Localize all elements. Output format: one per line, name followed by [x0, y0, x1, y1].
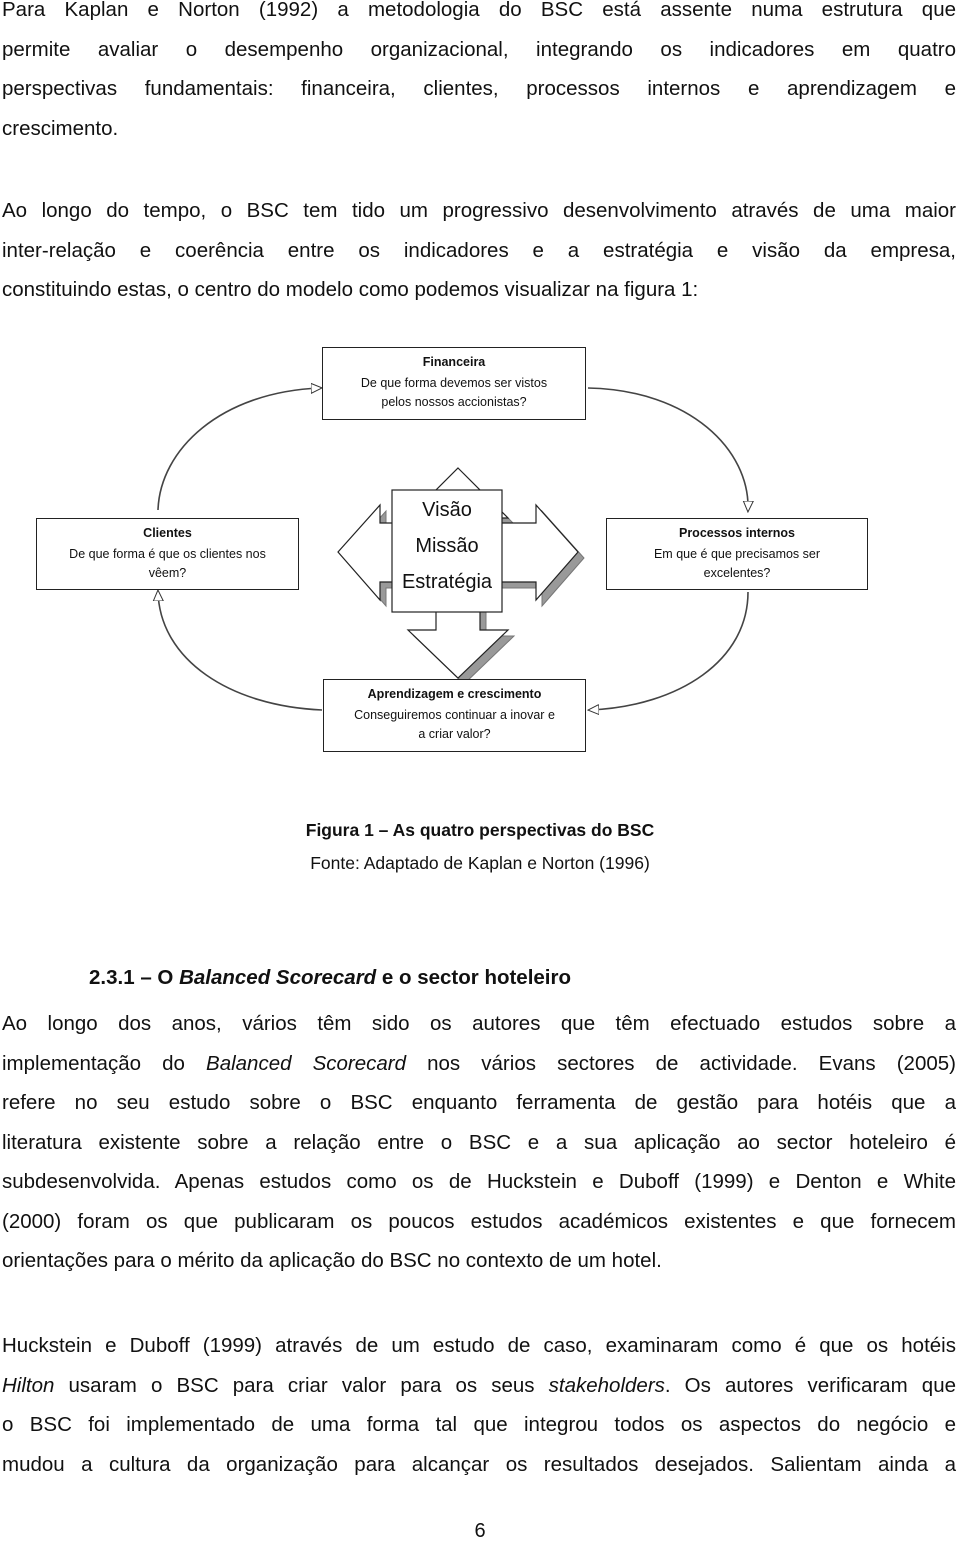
paragraph-4	[2, 1326, 956, 1484]
text-line: permite avaliar o desempenho organizacional, integrando os indicadores em quatro	[2, 37, 956, 61]
figure-caption: Figura 1 – As quatro perspectivas do BSC	[305, 820, 655, 840]
bsc-diagram	[0, 330, 960, 760]
text-line: Ao longo dos anos, vários têm sido os autores que têm efectuado estudos sobre a	[2, 1012, 956, 1035]
box-text: vêem?	[148, 566, 187, 580]
center-estrategia: Estratégia	[401, 571, 493, 593]
paragraph-1	[2, 0, 956, 148]
section-number: 2.3.1	[89, 966, 135, 989]
box-text: De que forma é que os clientes nos	[69, 547, 266, 561]
center-label	[392, 492, 502, 600]
text-line: mudou a cultura da organização para alcançar os resultados desejados. Salientam ainda a	[2, 1452, 956, 1476]
box-text: Conseguiremos continuar a inovar e	[354, 708, 555, 722]
box-title: Financeira	[422, 355, 486, 369]
text-line: (2000) foram os que publicaram os poucos estudos académicos existentes e que fornecem	[2, 1209, 956, 1233]
text-line: Huckstein e Duboff (1999) através de um estudo de caso, examinaram como é que os hotéis	[2, 1334, 956, 1357]
box-title: Aprendizagem e crescimento	[367, 687, 542, 701]
section-title-italic: Balanced Scorecard	[179, 966, 377, 989]
box-text: De que forma devemos ser vistos	[360, 376, 548, 390]
box-text: a criar valor?	[418, 727, 491, 741]
text-line: o BSC foi implementado de uma forma tal que integrou todos os aspectos do negócio e	[2, 1413, 956, 1436]
text-line: refere no seu estudo sobre o BSC enquanto ferramenta de gestão para hotéis que a	[2, 1091, 956, 1114]
text-line: perspectivas fundamentais: financeira, clientes, processos internos e aprendizagem e	[2, 77, 956, 100]
page-number: 6	[474, 1520, 486, 1542]
section-dash: –	[140, 966, 152, 989]
center-missao: Missão	[415, 535, 479, 557]
box-text: Em que é que precisamos ser	[653, 547, 821, 561]
text-line: literatura existente sobre a relação entre o BSC e a sua aplicação ao sector hoteleiro é	[2, 1130, 956, 1154]
paragraph-3	[2, 1004, 956, 1281]
box-text: pelos nossos accionistas?	[381, 395, 527, 409]
section-title-post: e o sector hoteleiro	[376, 966, 572, 989]
text-line: Ao longo do tempo, o BSC tem tido um progressivo desenvolvimento através de uma maior	[2, 199, 956, 222]
box-text: excelentes?	[703, 566, 771, 580]
text-line: subdesenvolvida. Apenas estudos como os de Huckstein e Duboff (1999) e Denton e White	[2, 1170, 956, 1193]
box-title: Clientes	[143, 526, 192, 540]
curve-arrow-aprendizagem-to-clientes	[158, 592, 322, 710]
text-line: constituindo estas, o centro do modelo como podemos visualizar na figura 1:	[2, 278, 699, 301]
curve-arrow-clientes-to-financeira	[158, 388, 320, 510]
text-line: Para Kaplan e Norton (1992) a metodologia do BSC está assente numa estrutura que	[2, 0, 956, 21]
paragraph-2	[2, 191, 956, 310]
text-line: Hilton usaram o BSC para criar valor para os seus stakeholders. Os autores verificaram que	[2, 1373, 957, 1397]
section-heading	[89, 966, 571, 990]
text-line: orientações para o mérito da aplicação do BSC no contexto de um hotel.	[2, 1249, 662, 1272]
box-clientes	[36, 518, 299, 590]
box-aprendizagem	[323, 679, 586, 752]
curve-arrow-financeira-to-processos	[588, 388, 748, 510]
text-line: implementação do Balanced Scorecard nos vários sectores de actividade. Evans (2005)	[2, 1051, 956, 1075]
box-processos	[606, 518, 868, 590]
box-title: Processos internos	[678, 526, 795, 540]
section-title-pre: O	[157, 966, 180, 989]
center-visao: Visão	[422, 499, 472, 521]
figure-source: Fonte: Adaptado de Kaplan e Norton (1996)	[310, 853, 650, 873]
curve-arrow-processos-to-aprendizagem	[590, 592, 748, 710]
text-line: crescimento.	[2, 116, 119, 140]
box-financeira	[322, 347, 586, 420]
text-line: inter-relação e coerência entre os indicadores e a estratégia e visão da empresa,	[2, 238, 956, 262]
